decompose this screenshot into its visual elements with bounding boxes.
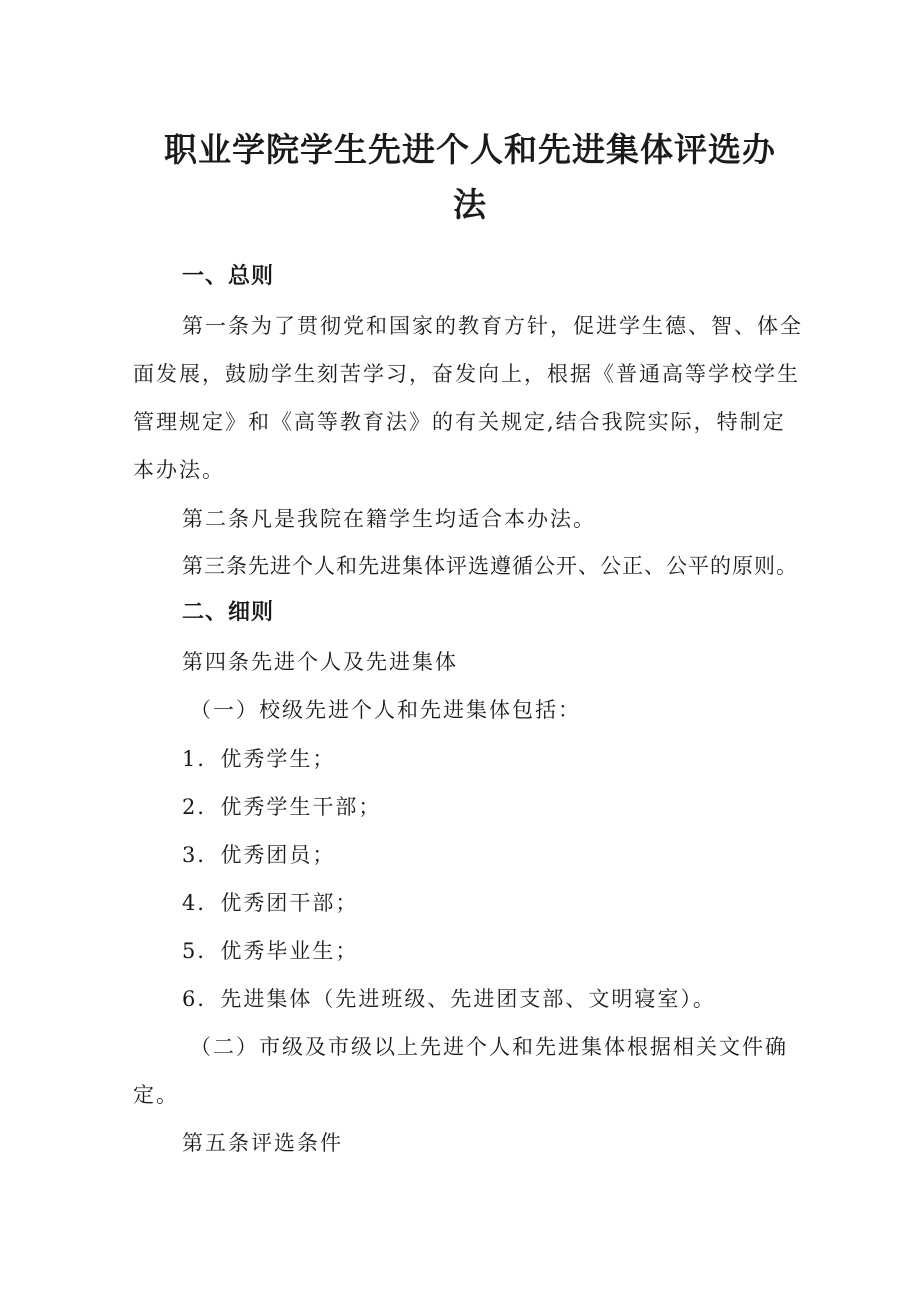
- article-5: 第五条评选条件: [182, 1131, 343, 1155]
- document-title: 职业学院学生先进个人和先进集体评选办: [164, 130, 776, 169]
- subsection-1: （一）校级先进个人和先进集体包括：: [190, 698, 581, 722]
- subsection-2-line-1: （二）市级及市级以上先进个人和先进集体根据相关文件确: [190, 1035, 788, 1059]
- article-2: 第二条凡是我院在籍学生均适合本办法。: [182, 507, 596, 531]
- list-item: 6．先进集体（先进班级、先进团支部、文明寝室）。: [182, 987, 716, 1011]
- list-item: 1．优秀学生；: [182, 747, 336, 771]
- list-item: 4．优秀团干部；: [182, 891, 359, 915]
- article-1-line-4: 本办法。: [133, 458, 225, 482]
- document-title-continuation: 法: [453, 185, 487, 224]
- article-1-line-1: 第一条为了贯彻党和国家的教育方针，促进学生德、智、体全: [182, 314, 803, 338]
- article-4: 第四条先进个人及先进集体: [182, 650, 458, 674]
- subsection-2-line-2: 定。: [133, 1083, 179, 1107]
- list-item: 2．优秀学生干部；: [182, 795, 382, 819]
- article-1-line-3: 管理规定》和《高等教育法》的有关规定,结合我院实际，特制定: [133, 410, 786, 434]
- list-item: 5．优秀毕业生；: [182, 939, 359, 963]
- article-3: 第三条先进个人和先进集体评选遵循公开、公正、公平的原则。: [182, 554, 798, 578]
- section-heading-details: 二、细则: [182, 600, 275, 625]
- list-item: 3．优秀团员；: [182, 843, 336, 867]
- section-heading-general: 一、总则: [182, 264, 275, 289]
- article-1-line-2: 面发展，鼓励学生刻苦学习，奋发向上，根据《普通高等学校学生: [133, 362, 800, 386]
